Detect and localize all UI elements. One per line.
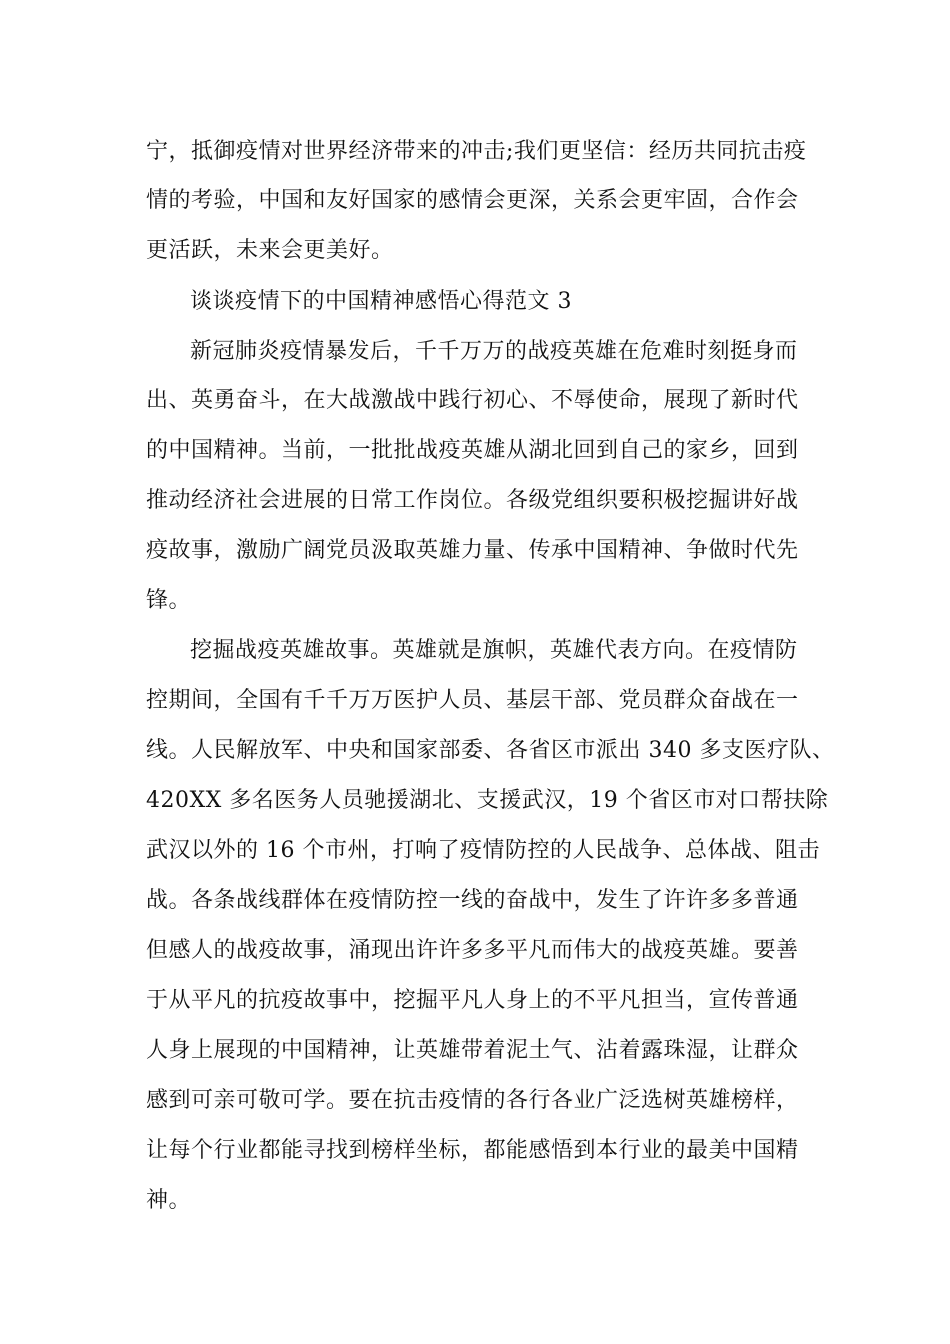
text-line: 新冠肺炎疫情暴发后，千千万万的战疫英雄在危难时刻挺身而 — [190, 339, 798, 364]
text-line: 更活跃，未来会更美好。 — [146, 238, 394, 263]
text-line: 疫故事，激励广阔党员汲取英雄力量、传承中国精神、争做时代先 — [146, 538, 799, 563]
text-line: 人身上展现的中国精神，让英雄带着泥土气、沾着露珠湿，让群众 — [146, 1038, 799, 1063]
text-line: 让每个行业都能寻找到榜样坐标，都能感悟到本行业的最美中国精 — [146, 1138, 799, 1163]
text-line: 感到可亲可敬可学。要在抗击疫情的各行各业广泛选树英雄榜样， — [146, 1088, 799, 1113]
text-line: 的中国精神。当前，一批批战疫英雄从湖北回到自己的家乡，回到 — [146, 438, 799, 463]
text-line: 武汉以外的 16 个市州，打响了疫情防控的人民战争、总体战、阻击 — [146, 838, 820, 863]
text-line: 420XX 多名医务人员驰援湖北、支援武汉，19 个省区市对口帮扶除 — [146, 788, 829, 813]
text-line: 但感人的战疫故事，涌现出许许多多平凡而伟大的战疫英雄。要善 — [146, 938, 799, 963]
text-line: 控期间，全国有千千万万医护人员、基层干部、党员群众奋战在一 — [146, 688, 799, 713]
text-line: 锋。 — [146, 588, 192, 613]
text-line: 神。 — [146, 1188, 192, 1213]
text-line: 宁，抵御疫情对世界经济带来的冲击;我们更坚信：经历共同抗击疫 — [146, 139, 807, 164]
text-line: 出、英勇奋斗，在大战激战中践行初心、不辱使命，展现了新时代 — [146, 388, 799, 413]
text-line: 战。各条战线群体在疫情防控一线的奋战中，发生了许许多多普通 — [146, 888, 799, 913]
text-line: 情的考验，中国和友好国家的感情会更深，关系会更牢固，合作会 — [146, 188, 799, 213]
text-line: 推动经济社会进展的日常工作岗位。各级党组织要积极挖掘讲好战 — [146, 488, 799, 513]
section-heading: 谈谈疫情下的中国精神感悟心得范文 3 — [190, 289, 572, 314]
text-line: 线。人民解放军、中央和国家部委、各省区市派出 340 多支医疗队、 — [146, 738, 835, 763]
text-line: 于从平凡的抗疫故事中，挖掘平凡人身上的不平凡担当，宣传普通 — [146, 988, 799, 1013]
text-line: 挖掘战疫英雄故事。英雄就是旗帜，英雄代表方向。在疫情防 — [190, 638, 798, 663]
